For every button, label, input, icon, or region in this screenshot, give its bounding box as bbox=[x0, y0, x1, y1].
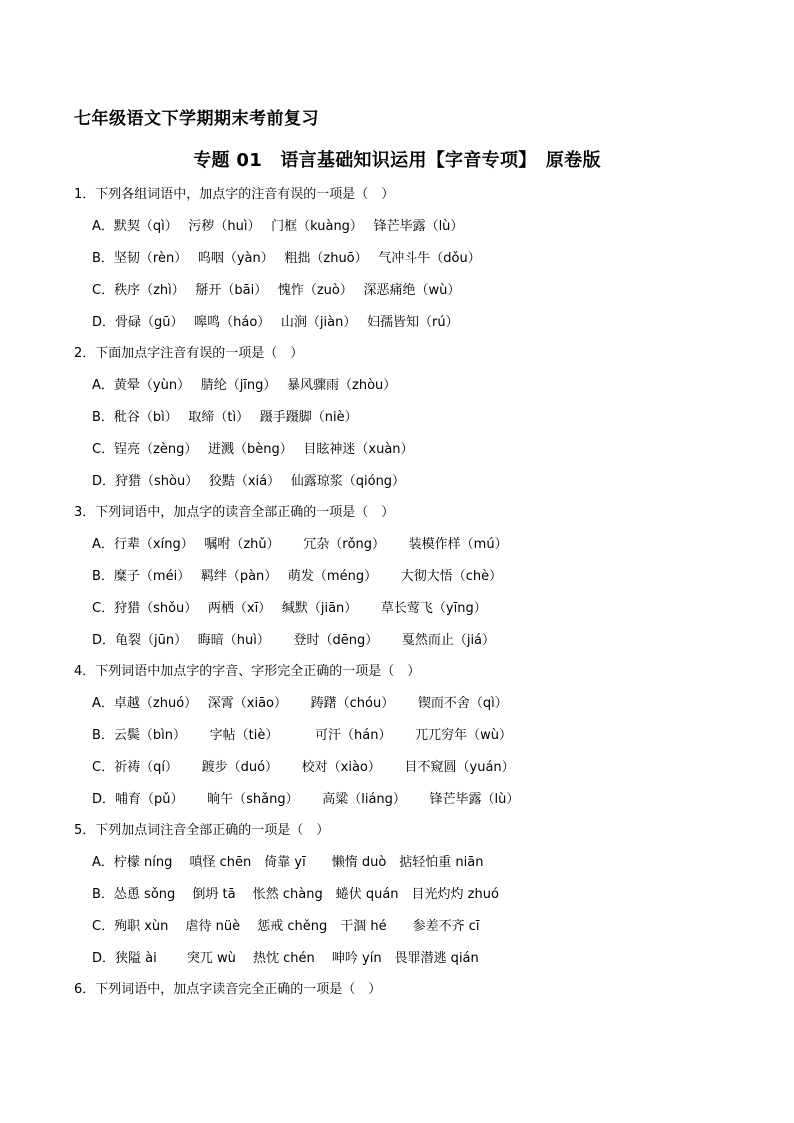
document-title: 专题 01 语言基础知识运用【字音专项】 原卷版 bbox=[193, 150, 601, 171]
question-1-option-a: A．默契（qì） 污秽（huì） 门框（kuàng） 锋芒毕露（lù） bbox=[92, 219, 464, 234]
question-5-option-d: D．狭隘 ài 突兀 wù 热忱 chén 呻吟 yín 畏罪潜逃 qián bbox=[92, 951, 479, 966]
question-5-option-b: B．怂恿 sǒng 倒坍 tā 怅然 chàng 蜷伏 quán 目光灼灼 zhuó bbox=[92, 887, 499, 902]
question-5-stem: 5．下列加点词注音全部正确的一项是（ ） bbox=[74, 823, 330, 838]
question-2-option-d: D．狩猎（shòu） 狡黠（xiá） 仙露琼浆（qióng） bbox=[92, 474, 406, 489]
question-4-option-a: A．卓越（zhuó） 深霄（xiāo） 踌躇（chóu） 锲而不舍（qì） bbox=[92, 696, 508, 711]
question-2-option-b: B．秕谷（bì） 取缔（tì） 蹑手蹑脚（niè） bbox=[92, 410, 358, 425]
question-1-option-d: D．骨碌（gū） 嗥鸣（háo） 山涧（jiàn） 妇孺皆知（rú） bbox=[92, 315, 459, 330]
question-1-option-c: C．秩序（zhì） 掰开（bāi） 愧怍（zuò） 深恶痛绝（wù） bbox=[92, 283, 461, 298]
question-3-option-a: A．行辈（xíng） 嘱咐（zhǔ） 冗杂（rǒng） 装模作样（mú） bbox=[92, 537, 508, 552]
question-4-option-c: C．祈祷（qí） 踱步（duó） 校对（xiào） 目不窥圆（yuán） bbox=[92, 760, 515, 775]
question-2-stem: 2．下面加点字注音有误的一项是（ ） bbox=[74, 346, 304, 361]
question-4-option-d: D．哺育（pǔ） 晌午（shǎng） 高粱（liáng） 锋芒毕露（lù） bbox=[92, 792, 520, 807]
question-6-stem: 6．下列词语中，加点字读音完全正确的一项是（ ） bbox=[74, 982, 382, 997]
question-3-option-c: C．狩猎（shǒu） 两栖（xī） 缄默（jiān） 草长莺飞（yīng） bbox=[92, 601, 487, 616]
question-3-stem: 3．下列词语中，加点字的读音全部正确的一项是（ ） bbox=[74, 505, 395, 520]
question-5-option-c: C．殉职 xùn 虐待 nüè 惩戒 chěng 干涸 hé 参差不齐 cī bbox=[92, 919, 480, 934]
question-1-stem: 1．下列各组词语中，加点字的注音有误的一项是（ ） bbox=[74, 187, 395, 202]
question-4-stem: 4．下列词语中加点字的字音、字形完全正确的一项是（ ） bbox=[74, 664, 421, 679]
question-5-option-a: A．柠檬 níng 嗔怪 chēn 倚靠 yī 懒惰 duò 掂轻怕重 niān bbox=[92, 855, 484, 870]
question-3-option-d: D．龟裂（jūn） 晦暗（huì） 登时（dēng） 戛然而止（jiá） bbox=[92, 633, 496, 648]
document-header: 七年级语文下学期期末考前复习 bbox=[74, 109, 319, 129]
question-1-option-b: B．坚韧（rèn） 呜咽（yàn） 粗拙（zhuō） 气冲斗牛（dǒu） bbox=[92, 251, 481, 266]
question-2-option-c: C．锃亮（zèng） 迸溅（bèng） 目眩神迷（xuàn） bbox=[92, 442, 414, 457]
question-2-option-a: A．黄晕（yùn） 腈纶（jīng） 暴风骤雨（zhòu） bbox=[92, 378, 397, 393]
question-4-option-b: B．云鬓（bìn） 字帖（tiè） 可汗（hán） 兀兀穷年（wù） bbox=[92, 728, 512, 743]
question-3-option-b: B．糜子（méi） 羁绊（pàn） 萌发（méng） 大彻大悟（chè） bbox=[92, 569, 503, 584]
